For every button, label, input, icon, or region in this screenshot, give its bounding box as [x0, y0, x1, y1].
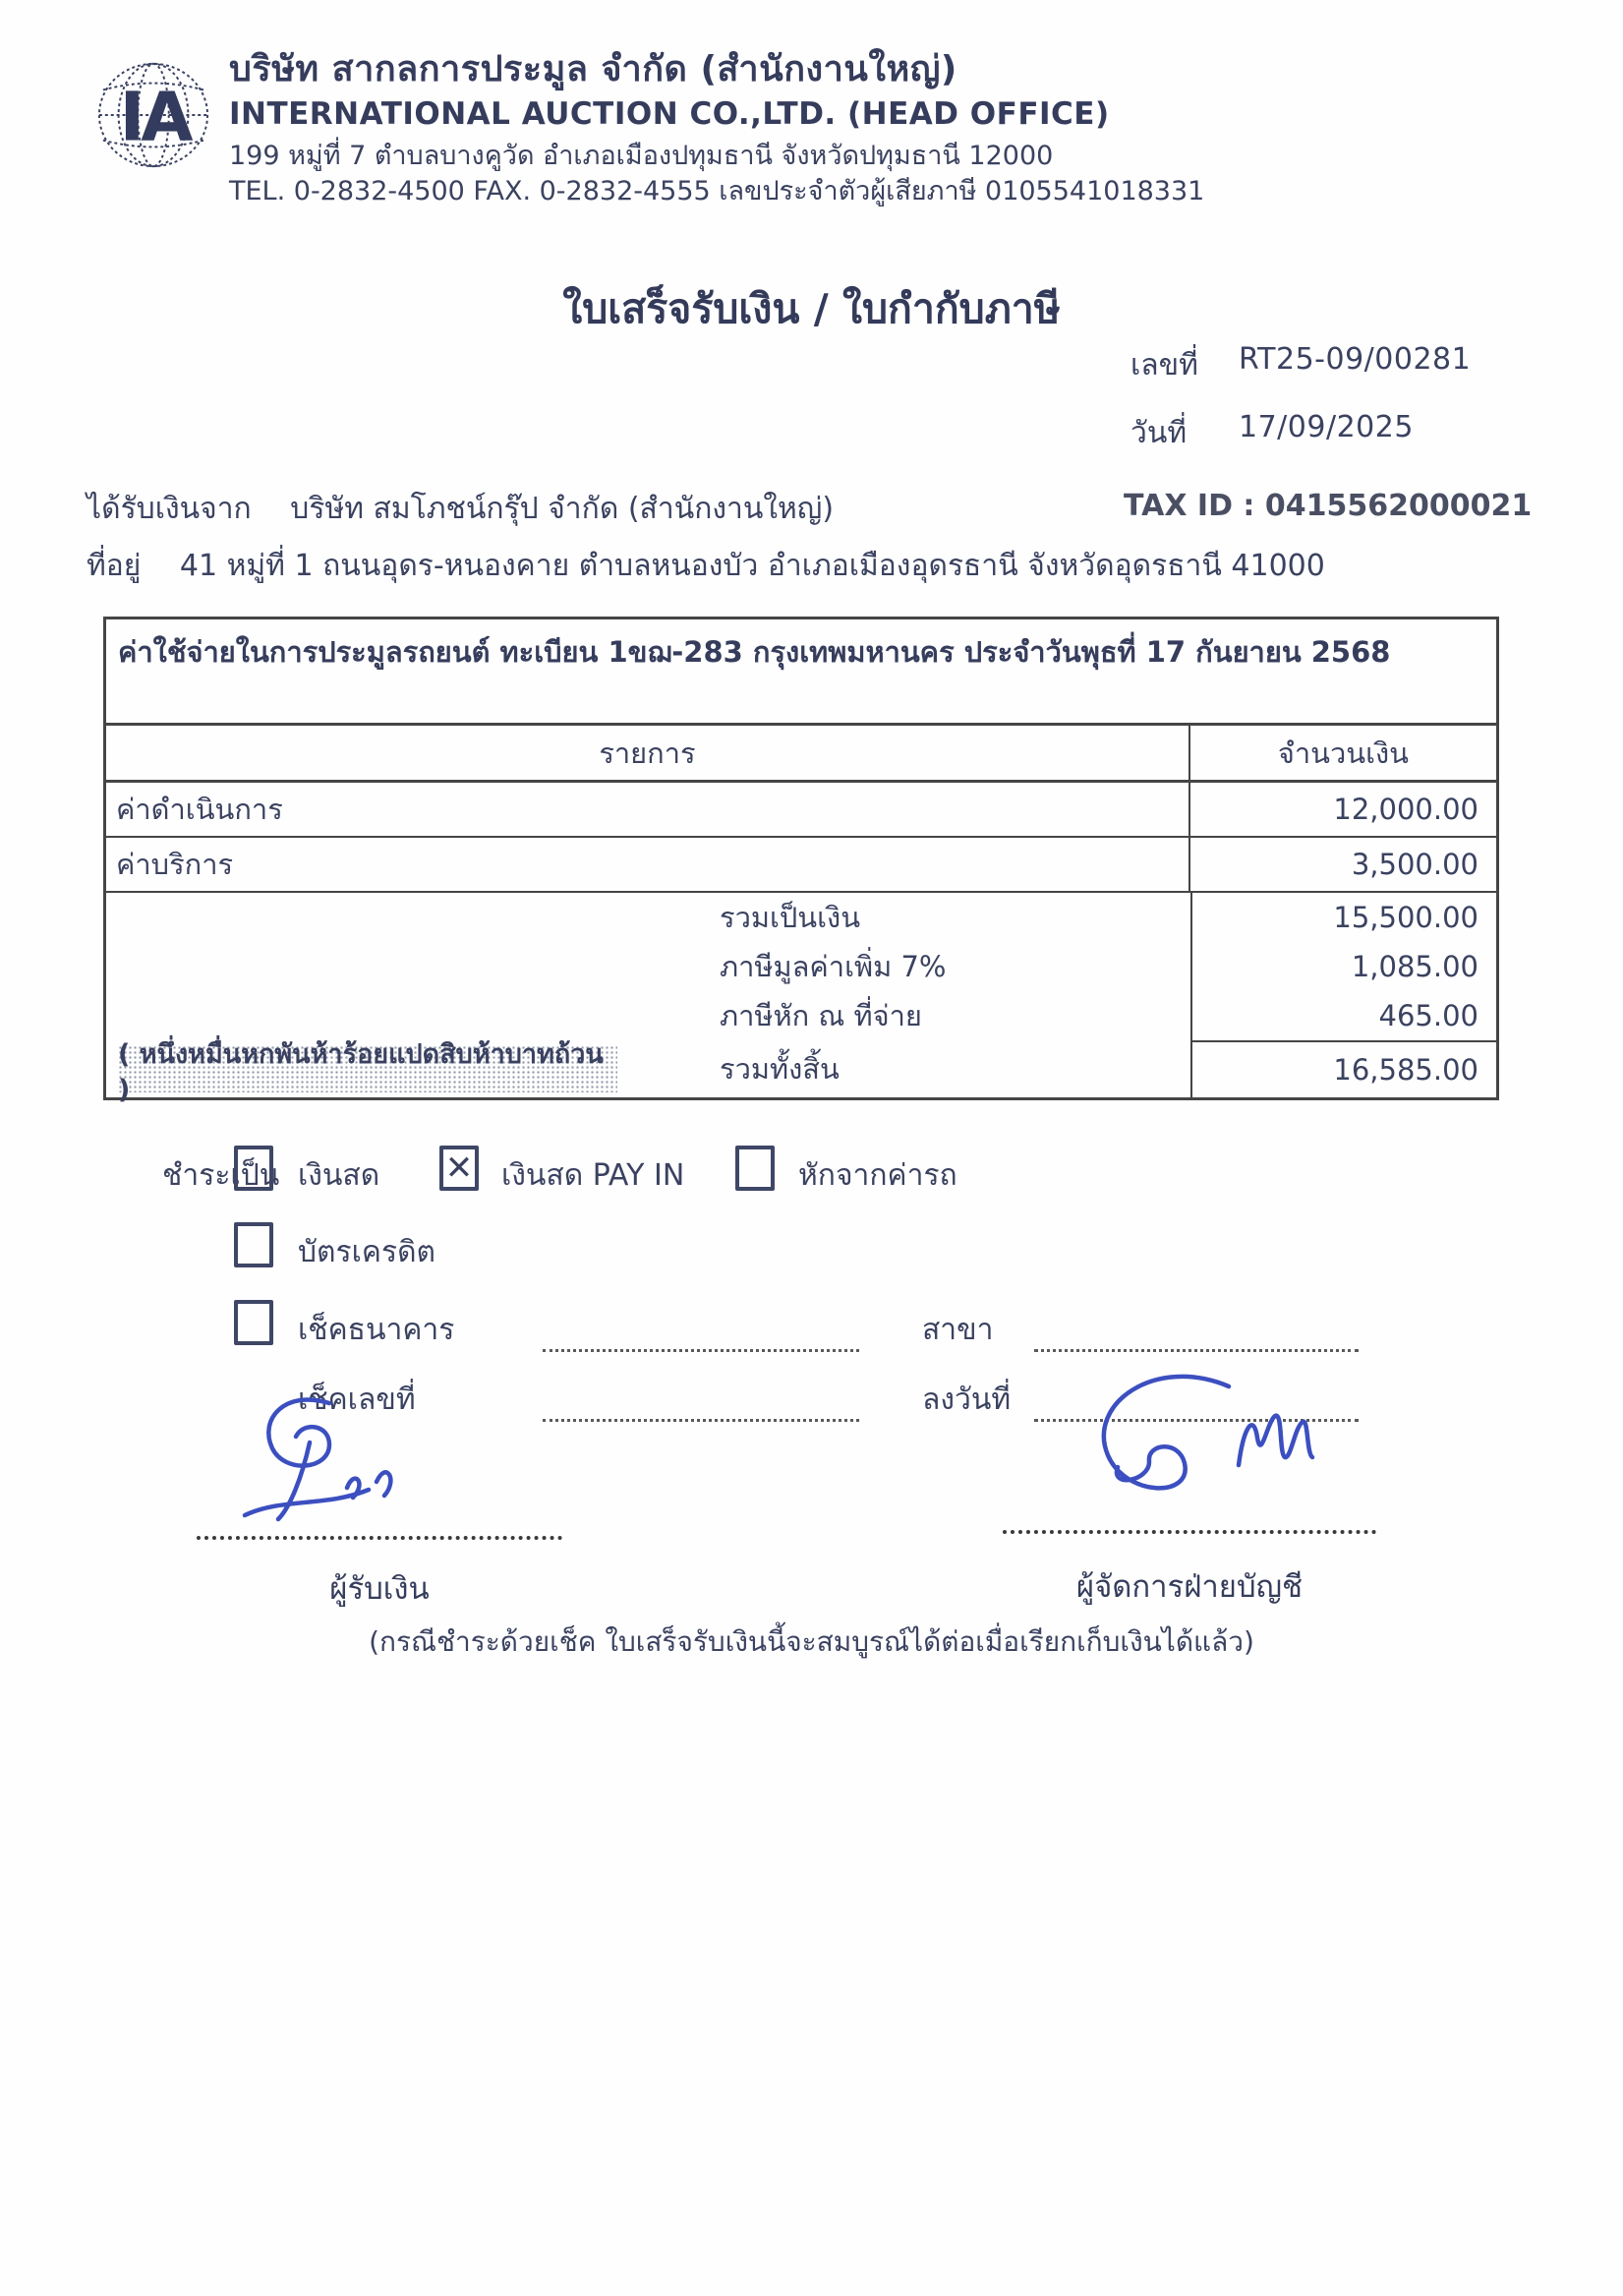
cheque-date-label: ลงวันที่ [922, 1383, 1012, 1417]
checkbox-bank-cheque [234, 1300, 273, 1345]
credit-card-label: บัตรเครดิต [298, 1235, 436, 1269]
company-address: 199 หมู่ที่ 7 ตำบลบางคูวัด อำเภอเมืองปทุมธานี จังหวัดปทุมธานี 12000 [229, 140, 1054, 171]
item-name: ค่าบริการ [106, 838, 1190, 891]
table-header-row [106, 726, 1496, 783]
item-amount: 3,500.00 [1351, 848, 1478, 881]
manager-signature-line [1003, 1530, 1376, 1534]
subtotal-amount: 15,500.00 [1333, 901, 1478, 934]
tax-id: TAX ID : 0415562000021 [1124, 489, 1533, 523]
grand-total-amount: 16,585.00 [1190, 1040, 1496, 1097]
document-title: ใบเสร็จรับเงิน / ใบกำกับภาษี [562, 285, 1061, 332]
withholding-label: ภาษีหัก ณ ที่จ่าย [720, 999, 922, 1032]
bank-cheque-label: เช็คธนาคาร [298, 1313, 455, 1347]
subtotal-label: รวมเป็นเงิน [720, 901, 861, 934]
deduct-from-car-label: หักจากค่ารถ [798, 1158, 957, 1193]
receipt-number-value: RT25-09/00281 [1239, 342, 1472, 377]
footer-note: (กรณีชำระด้วยเช็ค ใบเสร็จรับเงินนี้จะสมบูรณ์ได้ต่อเมื่อเรียกเก็บเงินได้แล้ว) [369, 1625, 1254, 1658]
received-from-value: บริษัท สมโภชน์กรุ๊ป จำกัด (สำนักงานใหญ่) [290, 492, 835, 526]
ia-globe-logo-icon [90, 57, 216, 173]
receipt-meta [1130, 342, 1471, 478]
payer-address-value: 41 หมู่ที่ 1 ถนนอุดร-หนองคาย ตำบลหนองบัว อำเภอเมืองอุดรธานี จังหวัดอุดรธานี 41000 [179, 549, 1325, 583]
company-name-th: บริษัท สากลการประมูล จำกัด (สำนักงานใหญ่) [229, 49, 957, 89]
cheque-number-label: เช็คเลขที่ [298, 1383, 416, 1417]
bank-cheque-line [543, 1306, 859, 1352]
pay-in-label: เงินสด PAY IN [501, 1158, 685, 1193]
payment-method-label: ชำระเป็น [162, 1158, 280, 1193]
checkbox-deduct-from-car [735, 1146, 775, 1191]
grand-total-label: รวมทั้งสิ้น [720, 1052, 840, 1086]
table-row [106, 838, 1496, 893]
check-mark: ✕ [444, 1148, 474, 1188]
column-header-amount: จำนวนเงิน [1277, 736, 1409, 770]
invoice-description: ค่าใช้จ่ายในการประมูลรถยนต์ ทะเบียน 1ขฌ-283 กรุงเทพมหานคร ประจำวันพุธที่ 17 กันยายน 2568 [106, 619, 1496, 726]
withholding-amount: 465.00 [1378, 999, 1478, 1032]
receiver-signature [231, 1391, 457, 1539]
manager-label: ผู้จัดการฝ่ายบัญชี [1075, 1569, 1304, 1605]
receiver-label: ผู้รับเงิน [329, 1571, 430, 1607]
cheque-number-line [543, 1376, 859, 1422]
receipt-date-value: 17/09/2025 [1239, 410, 1414, 444]
grand-total-row [106, 1039, 1496, 1105]
table-row [106, 783, 1496, 838]
vat-row [106, 942, 1496, 991]
checkbox-pay-in [439, 1146, 479, 1191]
totals-section [106, 893, 1496, 1105]
branch-line [1034, 1306, 1359, 1352]
item-amount: 12,000.00 [1333, 793, 1478, 826]
checkbox-cash [234, 1146, 273, 1191]
receiver-signature-line [197, 1536, 562, 1540]
subtotal-row [106, 893, 1496, 942]
company-name-en: INTERNATIONAL AUCTION CO.,LTD. (HEAD OFFICE) [229, 96, 1110, 132]
receipt-date-label: วันที่ [1130, 416, 1188, 450]
manager-signature [1037, 1369, 1342, 1531]
column-header-item: รายการ [106, 726, 1190, 780]
vat-label: ภาษีมูลค่าเพิ่ม 7% [720, 950, 947, 983]
checkbox-credit-card [234, 1222, 273, 1267]
cash-label: เงินสด [298, 1158, 380, 1193]
company-header [229, 47, 1310, 207]
received-from-label: ได้รับเงินจาก [87, 492, 252, 526]
payer-address-label: ที่อยู่ [87, 549, 142, 583]
svg-text:IA: IA [119, 78, 190, 157]
payer-address-line [87, 543, 1581, 589]
company-contact: TEL. 0-2832-4500 FAX. 0-2832-4555 เลขประจำตัวผู้เสียภาษี 0105541018331 [229, 175, 1205, 206]
branch-label: สาขา [922, 1313, 994, 1347]
invoice-table [103, 617, 1499, 1105]
receipt-number-label: เลขที่ [1130, 348, 1198, 383]
amount-in-words: ( หนึ่งหมื่นหกพันห้าร้อยแปดสิบห้าบาทถ้วน ) [118, 1045, 617, 1092]
item-name: ค่าดำเนินการ [106, 783, 1190, 836]
vat-amount: 1,085.00 [1351, 950, 1478, 983]
